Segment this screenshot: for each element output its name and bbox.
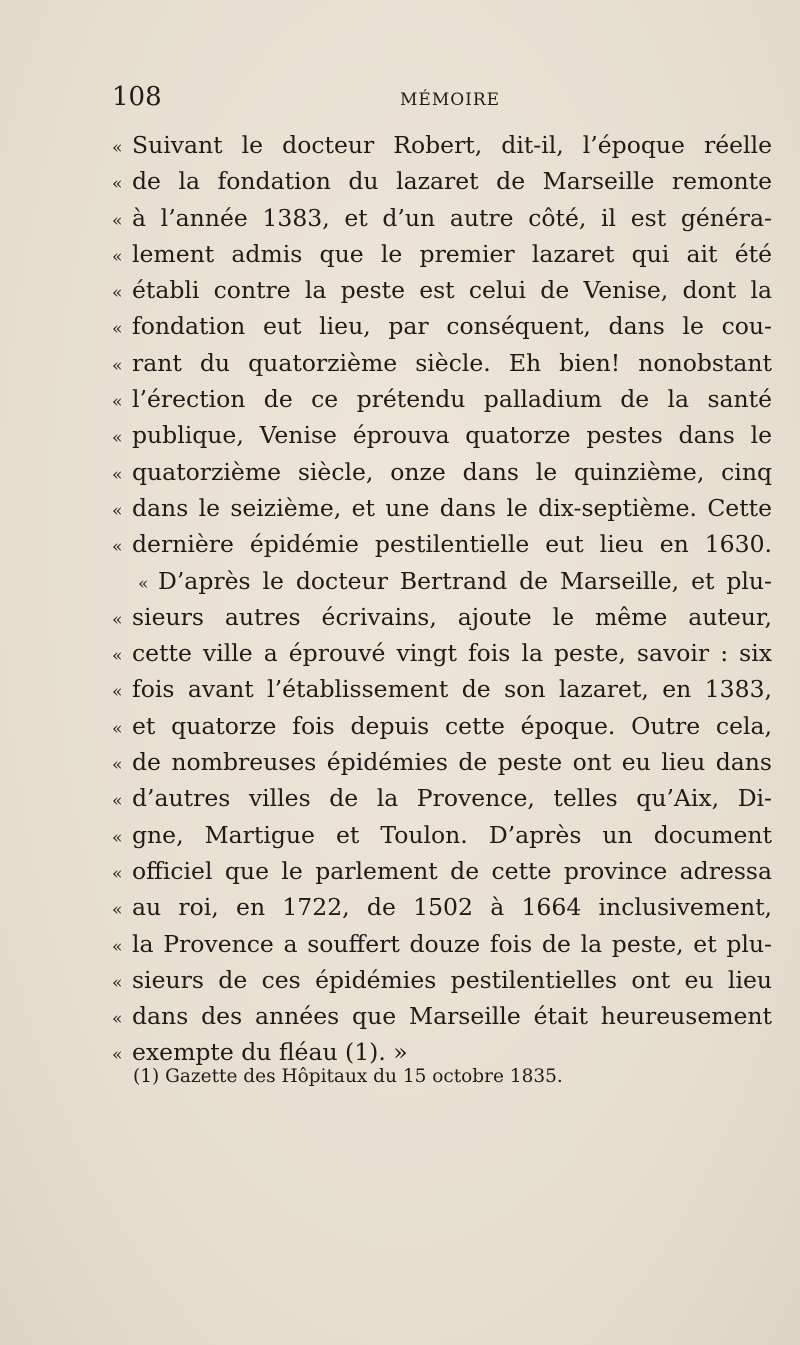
text-line	[112, 417, 772, 453]
page-number: 108	[112, 82, 162, 112]
text-line	[112, 671, 772, 707]
quote-mark: «	[112, 646, 123, 667]
text-line	[112, 889, 772, 925]
quote-mark: «	[138, 573, 149, 594]
line-text: publique, Venise éprouva quatorze pestes dans le	[132, 421, 772, 450]
quote-mark: «	[112, 174, 123, 195]
line-text: Suivant le docteur Robert, dit-il, l’époque réelle	[132, 131, 772, 159]
quote-mark: «	[112, 392, 123, 413]
quote-mark: «	[112, 464, 123, 485]
line-text: l’érection de ce prétendu palladium de la santé	[132, 385, 772, 414]
text-line	[112, 127, 772, 163]
text-line	[112, 817, 772, 853]
line-text: de la fondation du lazaret de Marseille remonte	[132, 167, 772, 196]
body-text	[112, 127, 772, 1071]
text-line	[112, 962, 772, 998]
line-text: quatorzième siècle, onze dans le quinzième, cinq	[132, 457, 772, 486]
quote-mark: «	[112, 863, 123, 884]
line-text: à l’année 1383, et d’un autre côté, il est généra-	[132, 203, 772, 232]
text-line	[112, 708, 772, 744]
line-text: au roi, en 1722, de 1502 à 1664 inclusivement,	[132, 893, 772, 922]
quote-mark: «	[112, 283, 123, 304]
quote-mark: «	[112, 900, 123, 921]
quote-mark: «	[112, 936, 123, 957]
quote-mark: «	[112, 791, 123, 812]
line-text: et quatorze fois depuis cette époque. Outre cela,	[132, 711, 772, 740]
line-text: lement admis que le premier lazaret qui ait été	[132, 239, 772, 268]
text-line	[112, 381, 772, 417]
footnote: (1) Gazette des Hôpitaux du 15 octobre 1835.	[133, 1066, 563, 1087]
line-text: gne, Martigue et Toulon. D’après un document	[132, 820, 772, 849]
text-line	[112, 236, 772, 272]
line-text: sieurs de ces épidémies pestilentielles ont eu lieu	[132, 965, 772, 994]
line-text: officiel que le parlement de cette province adressa	[132, 856, 772, 885]
line-text: dans des années que Marseille était heureusement	[132, 1002, 772, 1031]
text-line	[112, 200, 772, 236]
quote-mark: «	[112, 718, 123, 739]
line-text: d’autres villes de la Provence, telles qu’Aix, Di-	[132, 784, 772, 813]
line-text: fondation eut lieu, par conséquent, dans le cou-	[132, 312, 772, 341]
quote-mark: «	[112, 500, 123, 521]
quote-mark: «	[112, 355, 123, 376]
text-line	[112, 454, 772, 490]
text-line	[112, 744, 772, 780]
line-text: rant du quatorzième siècle. Eh bien! nonobstant	[132, 348, 772, 377]
quote-mark: «	[112, 827, 123, 848]
text-line	[112, 780, 772, 816]
quote-mark: «	[112, 138, 123, 158]
text-line	[112, 599, 772, 635]
line-text: dernière épidémie pestilentielle eut lieu en 1630.	[132, 530, 772, 559]
line-text: établi contre la peste est celui de Venise, dont la	[132, 276, 772, 305]
line-text: de nombreuses épidémies de peste ont eu lieu dans	[132, 748, 772, 777]
quote-mark: «	[112, 972, 123, 993]
line-text: la Provence a souffert douze fois de la peste, et plu-	[132, 929, 772, 958]
line-text: D’après le docteur Bertrand de Marseille, et plu-	[158, 566, 772, 595]
quote-mark: «	[112, 682, 123, 703]
text-line	[112, 308, 772, 344]
quote-mark: «	[112, 246, 123, 267]
text-line	[112, 490, 772, 526]
text-line	[112, 272, 772, 308]
quote-mark: «	[112, 1009, 123, 1030]
text-line	[112, 563, 772, 599]
text-line	[112, 926, 772, 962]
text-line	[112, 635, 772, 671]
quote-mark: «	[112, 1045, 123, 1066]
text-line	[112, 163, 772, 199]
line-text: fois avant l’établissement de son lazaret, en 1383,	[132, 675, 772, 704]
quote-mark: «	[112, 319, 123, 340]
quote-mark: «	[112, 609, 123, 630]
page-header	[112, 82, 772, 112]
line-text: cette ville a éprouvé vingt fois la peste, savoir : six	[132, 639, 772, 668]
line-text: sieurs autres écrivains, ajoute le même auteur,	[132, 602, 772, 631]
text-line	[112, 853, 772, 889]
quote-mark: «	[112, 537, 123, 558]
quote-mark: «	[112, 428, 123, 449]
text-line	[112, 526, 772, 562]
line-text: exempte du fléau (1). »	[132, 1038, 408, 1067]
text-line	[112, 998, 772, 1034]
line-text: dans le seizième, et une dans le dix-septième. Cette	[132, 493, 772, 522]
text-line	[112, 345, 772, 381]
quote-mark: «	[112, 755, 123, 776]
quote-mark: «	[112, 210, 123, 231]
running-head: MÉMOIRE	[400, 90, 501, 110]
